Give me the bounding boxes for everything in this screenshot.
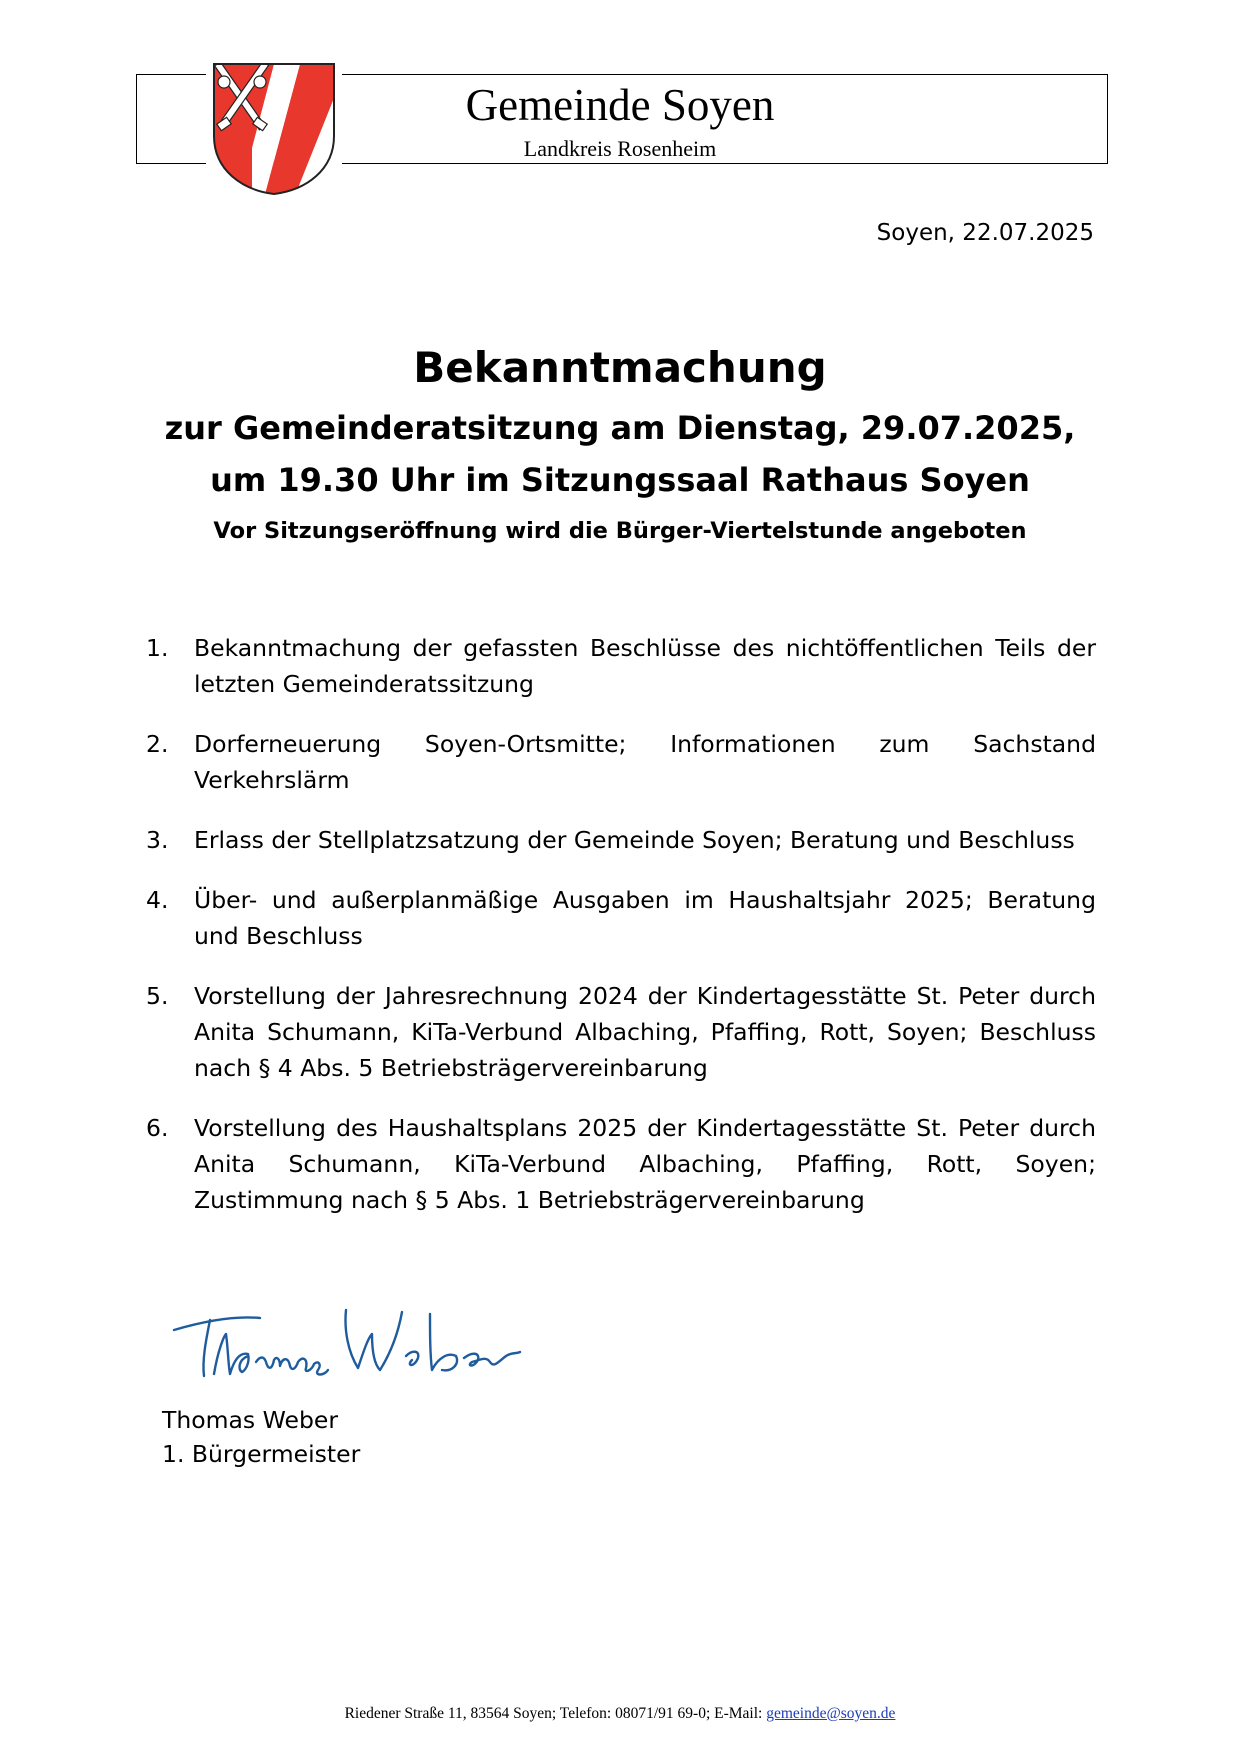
agenda-list xyxy=(146,630,1096,1242)
agenda-item-text: Dorferneuerung Soyen-Ortsmitte; Informationen zum Sachstand Verkehrslärm xyxy=(194,730,1096,794)
agenda-item xyxy=(146,630,1096,702)
agenda-item-text: Vorstellung der Jahresrechnung 2024 der Kindertagesstätte St. Peter durch Anita Schumann, KiTa-Verbund Albaching, Pfaffing, Rott, Soyen; Beschluss nach § 4 Abs. 5 Betriebsträgervereinbarung xyxy=(194,982,1096,1082)
signer-name: Thomas Weber xyxy=(162,1406,338,1434)
agenda-item-text: Über- und außerplanmäßige Ausgaben im Haushaltsjahr 2025; Beratung und Beschluss xyxy=(194,886,1096,950)
announcement-subtitle-line1: zur Gemeinderatsitzung am Dienstag, 29.07.2025, xyxy=(164,409,1076,447)
agenda-item-number: 4. xyxy=(146,886,169,914)
footer-address: Riedener Straße 11, 83564 Soyen; Telefon: 08071/91 69-0; E-Mail: xyxy=(344,1705,767,1722)
coat-of-arms-icon xyxy=(208,58,340,198)
agenda-item xyxy=(146,726,1096,798)
agenda-item-text: Vorstellung des Haushaltsplans 2025 der Kindertagesstätte St. Peter durch Anita Schumann, KiTa-Verbund Albaching, Pfaffing, Rott, Soyen; Zustimmung nach § 5 Abs. 1 Betriebsträgervereinbarung xyxy=(194,1114,1096,1214)
signature-icon xyxy=(168,1290,528,1390)
handwritten-signature xyxy=(168,1290,528,1390)
signer-role: 1. Bürgermeister xyxy=(162,1440,361,1468)
coat-of-arms-logo xyxy=(206,58,342,198)
agenda-item xyxy=(146,1110,1096,1218)
agenda-item-number: 6. xyxy=(146,1114,169,1142)
announcement-note: Vor Sitzungseröffnung wird die Bürger-Viertelstunde angeboten xyxy=(213,518,1027,544)
agenda-item xyxy=(146,822,1096,858)
agenda-item xyxy=(146,882,1096,954)
agenda-item-number: 5. xyxy=(146,982,169,1010)
agenda-item xyxy=(146,978,1096,1086)
announcement-title: Bekanntmachung xyxy=(413,343,827,392)
org-district: Landkreis Rosenheim xyxy=(523,136,717,161)
footer-contact xyxy=(0,1704,1240,1724)
place-date: Soyen, 22.07.2025 xyxy=(876,220,1094,246)
agenda-item-number: 2. xyxy=(146,730,169,758)
agenda-item-text: Erlass der Stellplatzsatzung der Gemeinde Soyen; Beratung und Beschluss xyxy=(194,826,1075,854)
agenda-item-text: Bekanntmachung der gefassten Beschlüsse des nichtöffentlichen Teils der letzten Gemeinderatssitzung xyxy=(194,634,1096,698)
agenda-item-number: 1. xyxy=(146,634,169,662)
footer-email-link[interactable]: gemeinde@soyen.de xyxy=(766,1705,896,1722)
org-name: Gemeinde Soyen xyxy=(465,80,775,130)
announcement-subtitle-line2: um 19.30 Uhr im Sitzungssaal Rathaus Soyen xyxy=(210,461,1030,499)
agenda-item-number: 3. xyxy=(146,826,169,854)
